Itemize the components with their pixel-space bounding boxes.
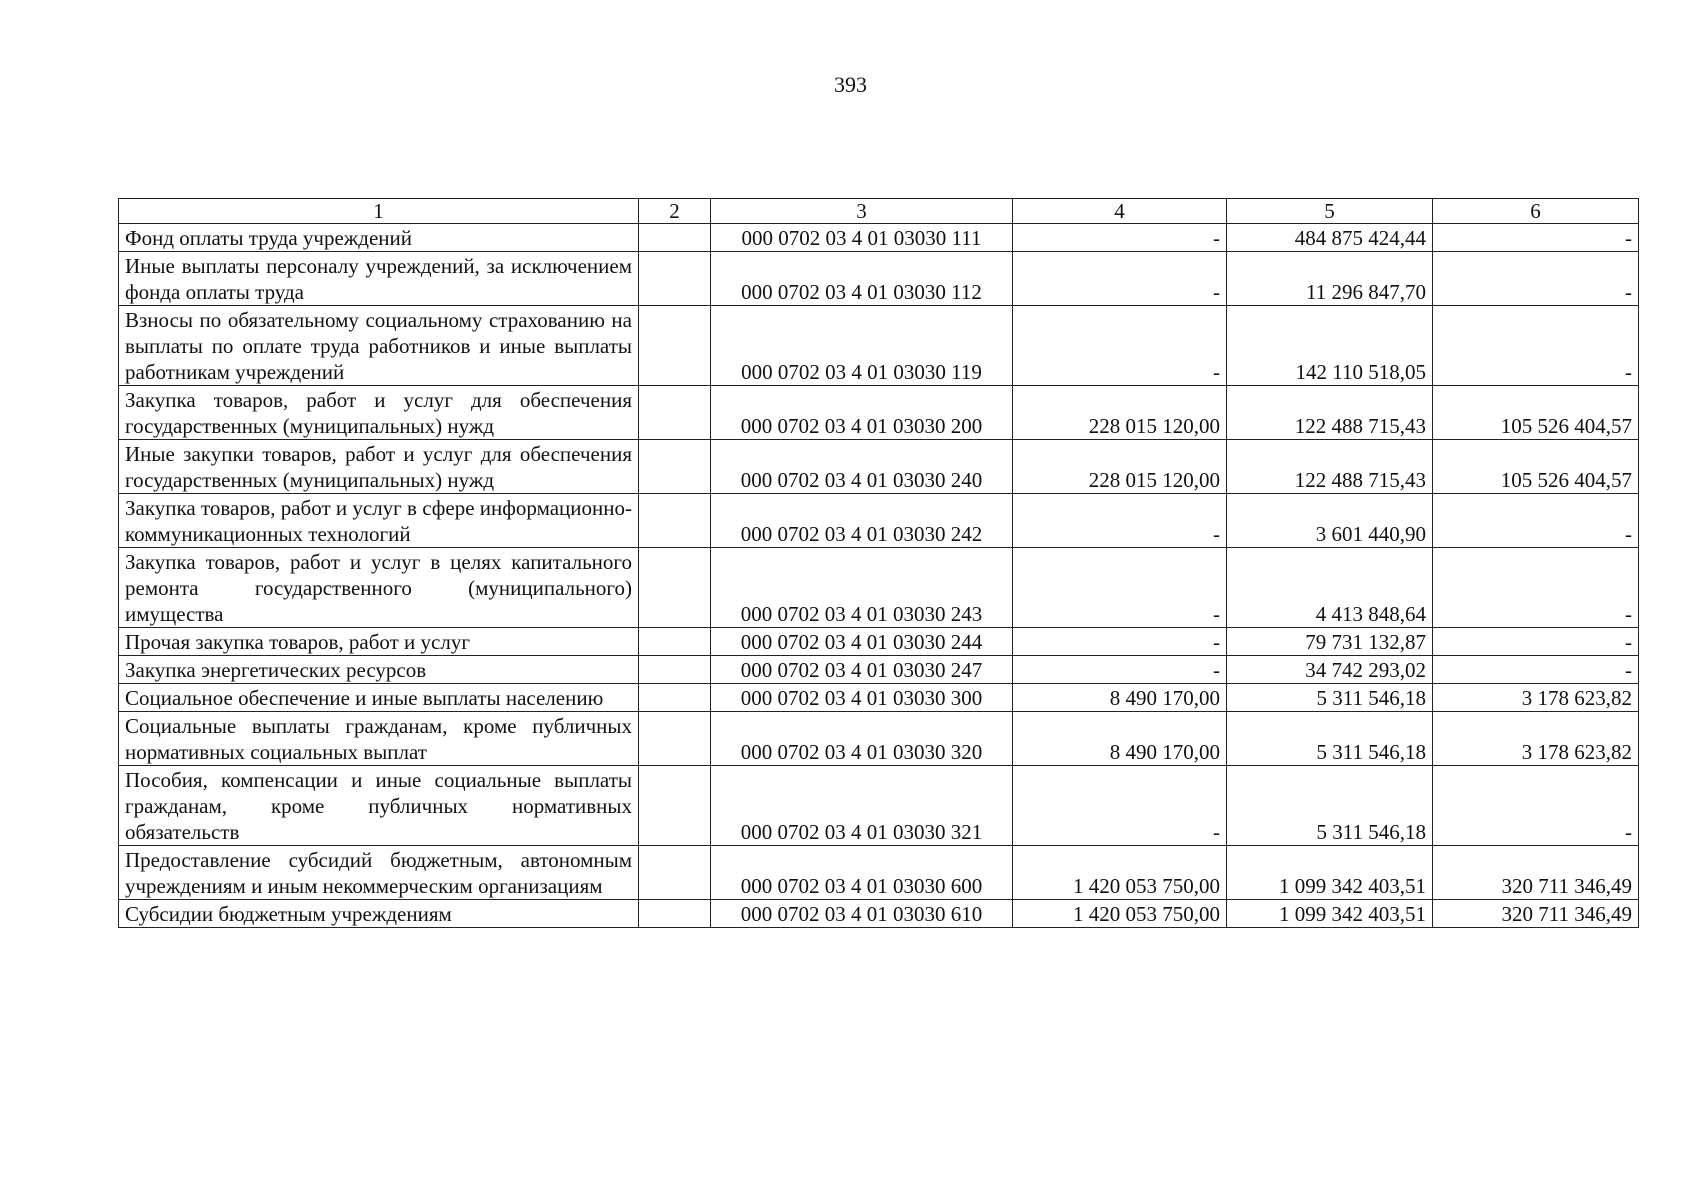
row-col6-cell: -: [1433, 494, 1639, 548]
row-col6-cell: -: [1433, 224, 1639, 252]
row-col6-cell: 3 178 623,82: [1433, 712, 1639, 766]
row-col6-cell: 320 711 346,49: [1433, 900, 1639, 928]
table-row: [119, 548, 1639, 628]
row-col6-cell: -: [1433, 548, 1639, 628]
column-header-2: 2: [639, 199, 711, 224]
row-col5-cell: 5 311 546,18: [1227, 684, 1433, 712]
row-name-cell: Фонд оплаты труда учреждений: [119, 224, 639, 252]
column-header-5: 5: [1227, 199, 1433, 224]
row-name-cell: Иные выплаты персоналу учреждений, за исключением фонда оплаты труда: [119, 252, 639, 306]
row-col4-cell: -: [1013, 494, 1227, 548]
table-row: [119, 900, 1639, 928]
row-col2-cell: [639, 684, 711, 712]
row-name-cell: Иные закупки товаров, работ и услуг для обеспечения государственных (муниципальных) нужд: [119, 440, 639, 494]
column-header-1: 1: [119, 199, 639, 224]
row-col6-cell: -: [1433, 306, 1639, 386]
row-col4-cell: 8 490 170,00: [1013, 684, 1227, 712]
row-code-cell: 000 0702 03 4 01 03030 119: [711, 306, 1013, 386]
row-col4-cell: -: [1013, 252, 1227, 306]
table-row: [119, 712, 1639, 766]
row-col2-cell: [639, 494, 711, 548]
row-code-cell: 000 0702 03 4 01 03030 600: [711, 846, 1013, 900]
row-code-cell: 000 0702 03 4 01 03030 243: [711, 548, 1013, 628]
row-col5-cell: 5 311 546,18: [1227, 712, 1433, 766]
row-col4-cell: 228 015 120,00: [1013, 386, 1227, 440]
row-name-cell: Социальные выплаты гражданам, кроме публичных нормативных социальных выплат: [119, 712, 639, 766]
row-col2-cell: [639, 628, 711, 656]
row-col5-cell: 1 099 342 403,51: [1227, 846, 1433, 900]
row-col6-cell: 3 178 623,82: [1433, 684, 1639, 712]
row-code-cell: 000 0702 03 4 01 03030 111: [711, 224, 1013, 252]
table-row: [119, 252, 1639, 306]
row-col2-cell: [639, 252, 711, 306]
row-col2-cell: [639, 224, 711, 252]
row-name-cell: Социальное обеспечение и иные выплаты населению: [119, 684, 639, 712]
row-name-cell: Закупка товаров, работ и услуг для обеспечения государственных (муниципальных) нужд: [119, 386, 639, 440]
table-row: [119, 684, 1639, 712]
row-code-cell: 000 0702 03 4 01 03030 112: [711, 252, 1013, 306]
row-col5-cell: 34 742 293,02: [1227, 656, 1433, 684]
row-col4-cell: -: [1013, 766, 1227, 846]
row-col6-cell: -: [1433, 656, 1639, 684]
row-code-cell: 000 0702 03 4 01 03030 240: [711, 440, 1013, 494]
row-col6-cell: 320 711 346,49: [1433, 846, 1639, 900]
row-code-cell: 000 0702 03 4 01 03030 200: [711, 386, 1013, 440]
row-col5-cell: 3 601 440,90: [1227, 494, 1433, 548]
row-name-cell: Пособия, компенсации и иные социальные выплаты гражданам, кроме публичных нормативных обязательств: [119, 766, 639, 846]
row-col6-cell: 105 526 404,57: [1433, 440, 1639, 494]
table-row: [119, 846, 1639, 900]
row-col5-cell: 484 875 424,44: [1227, 224, 1433, 252]
row-col5-cell: 122 488 715,43: [1227, 440, 1433, 494]
row-col4-cell: -: [1013, 306, 1227, 386]
row-col6-cell: -: [1433, 766, 1639, 846]
row-code-cell: 000 0702 03 4 01 03030 610: [711, 900, 1013, 928]
row-col2-cell: [639, 386, 711, 440]
table-row: [119, 440, 1639, 494]
row-name-cell: Субсидии бюджетным учреждениям: [119, 900, 639, 928]
row-col4-cell: -: [1013, 224, 1227, 252]
row-col2-cell: [639, 306, 711, 386]
row-col5-cell: 79 731 132,87: [1227, 628, 1433, 656]
page-number: 393: [834, 72, 867, 97]
row-code-cell: 000 0702 03 4 01 03030 320: [711, 712, 1013, 766]
row-code-cell: 000 0702 03 4 01 03030 300: [711, 684, 1013, 712]
row-name-cell: Закупка энергетических ресурсов: [119, 656, 639, 684]
row-col2-cell: [639, 548, 711, 628]
row-code-cell: 000 0702 03 4 01 03030 247: [711, 656, 1013, 684]
row-code-cell: 000 0702 03 4 01 03030 321: [711, 766, 1013, 846]
row-col5-cell: 11 296 847,70: [1227, 252, 1433, 306]
row-col4-cell: -: [1013, 656, 1227, 684]
table-row: [119, 494, 1639, 548]
column-header-3: 3: [711, 199, 1013, 224]
row-col5-cell: 122 488 715,43: [1227, 386, 1433, 440]
table-row: [119, 224, 1639, 252]
row-col4-cell: 1 420 053 750,00: [1013, 846, 1227, 900]
row-code-cell: 000 0702 03 4 01 03030 242: [711, 494, 1013, 548]
row-name-cell: Закупка товаров, работ и услуг в целях капитального ремонта государственного (муниципального) имущества: [119, 548, 639, 628]
table-row: [119, 628, 1639, 656]
row-col2-cell: [639, 712, 711, 766]
row-name-cell: Закупка товаров, работ и услуг в сфере информационно-коммуникационных технологий: [119, 494, 639, 548]
column-header-6: 6: [1433, 199, 1639, 224]
row-col5-cell: 4 413 848,64: [1227, 548, 1433, 628]
row-col2-cell: [639, 440, 711, 494]
row-col5-cell: 142 110 518,05: [1227, 306, 1433, 386]
row-col6-cell: -: [1433, 628, 1639, 656]
row-col6-cell: 105 526 404,57: [1433, 386, 1639, 440]
row-name-cell: Взносы по обязательному социальному страхованию на выплаты по оплате труда работников и иные выплаты работникам учреждений: [119, 306, 639, 386]
table-row: [119, 656, 1639, 684]
row-col4-cell: 228 015 120,00: [1013, 440, 1227, 494]
row-col6-cell: -: [1433, 252, 1639, 306]
table-row: [119, 766, 1639, 846]
row-name-cell: Прочая закупка товаров, работ и услуг: [119, 628, 639, 656]
row-code-cell: 000 0702 03 4 01 03030 244: [711, 628, 1013, 656]
table-row: [119, 306, 1639, 386]
row-col2-cell: [639, 656, 711, 684]
row-col2-cell: [639, 900, 711, 928]
budget-table: [118, 198, 1639, 928]
row-col4-cell: 1 420 053 750,00: [1013, 900, 1227, 928]
column-header-4: 4: [1013, 199, 1227, 224]
row-col4-cell: -: [1013, 628, 1227, 656]
row-col4-cell: -: [1013, 548, 1227, 628]
column-number-header-row: [119, 199, 1639, 224]
table-row: [119, 386, 1639, 440]
row-col5-cell: 1 099 342 403,51: [1227, 900, 1433, 928]
row-col4-cell: 8 490 170,00: [1013, 712, 1227, 766]
row-col5-cell: 5 311 546,18: [1227, 766, 1433, 846]
row-col2-cell: [639, 766, 711, 846]
row-name-cell: Предоставление субсидий бюджетным, автономным учреждениям и иным некоммерческим организациям: [119, 846, 639, 900]
row-col2-cell: [639, 846, 711, 900]
